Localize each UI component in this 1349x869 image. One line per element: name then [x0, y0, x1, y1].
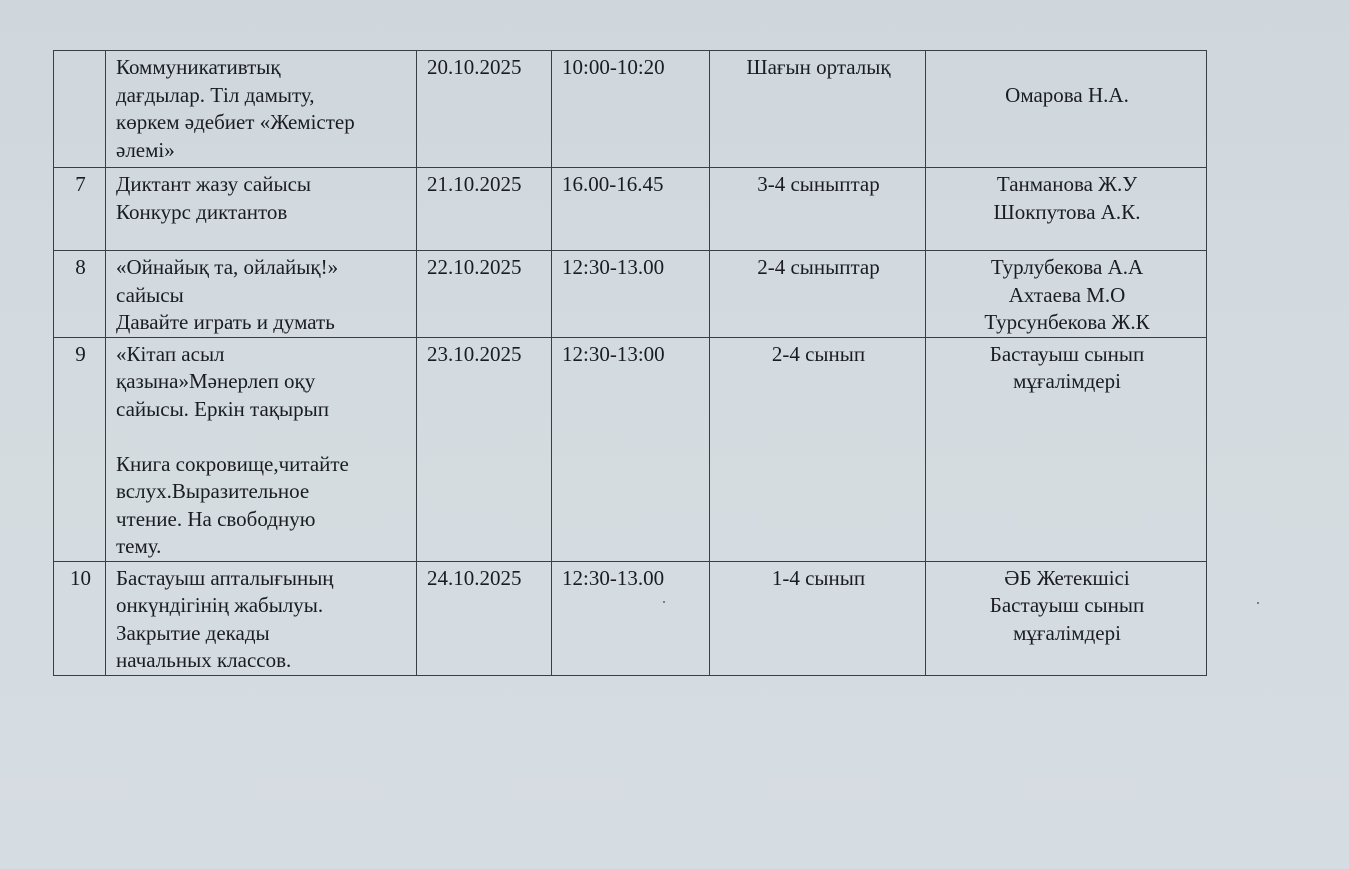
class-cell: 3-4 сыныптар	[710, 168, 926, 251]
paper-speck	[663, 601, 665, 603]
date-cell: 21.10.2025	[417, 168, 552, 251]
date-cell: 22.10.2025	[417, 251, 552, 338]
responsible-cell: Бастауыш сынып мұғалімдері	[926, 337, 1207, 561]
event-cell: «Ойнайық та, ойлайық!» сайысы Давайте играть и думать	[106, 251, 417, 338]
date-cell: 23.10.2025	[417, 337, 552, 561]
table-row	[54, 51, 1207, 168]
responsible-cell: Омарова Н.А.	[926, 51, 1207, 168]
row-number-cell: 10	[54, 561, 106, 675]
class-cell: Шағын орталық	[710, 51, 926, 168]
class-cell: 1-4 сынып	[710, 561, 926, 675]
class-cell: 2-4 сынып	[710, 337, 926, 561]
row-number-cell	[54, 51, 106, 168]
table-row	[54, 251, 1207, 338]
row-number-cell: 8	[54, 251, 106, 338]
row-number-cell: 9	[54, 337, 106, 561]
event-cell: Диктант жазу сайысы Конкурс диктантов	[106, 168, 417, 251]
paper-speck	[1257, 602, 1259, 604]
responsible-cell: ӘБ Жетекшісі Бастауыш сынып мұғалімдері	[926, 561, 1207, 675]
event-cell: Коммуникативтық дағдылар. Тіл дамыту, көркем әдебиет «Жемістер әлемі»	[106, 51, 417, 168]
event-schedule-table	[53, 50, 1207, 676]
row-number-cell: 7	[54, 168, 106, 251]
table-row	[54, 168, 1207, 251]
table-row	[54, 337, 1207, 561]
time-cell: 12:30-13.00	[552, 561, 710, 675]
date-cell: 20.10.2025	[417, 51, 552, 168]
event-cell: Бастауыш апталығының онкүндігінің жабылуы. Закрытие декады начальных классов.	[106, 561, 417, 675]
responsible-cell: Турлубекова А.А Ахтаева М.О Турсунбекова Ж.К	[926, 251, 1207, 338]
time-cell: 12:30-13:00	[552, 337, 710, 561]
event-cell: «Кітап асыл қазына»Мәнерлеп оқу сайысы. Еркін тақырып Книга сокровище,читайте вслух.Выразительное чтение. На свободную тему.	[106, 337, 417, 561]
time-cell: 16.00-16.45	[552, 168, 710, 251]
date-cell: 24.10.2025	[417, 561, 552, 675]
class-cell: 2-4 сыныптар	[710, 251, 926, 338]
time-cell: 12:30-13.00	[552, 251, 710, 338]
responsible-cell: Танманова Ж.У Шокпутова А.К.	[926, 168, 1207, 251]
time-cell: 10:00-10:20	[552, 51, 710, 168]
schedule-body	[54, 51, 1207, 676]
table-row	[54, 561, 1207, 675]
